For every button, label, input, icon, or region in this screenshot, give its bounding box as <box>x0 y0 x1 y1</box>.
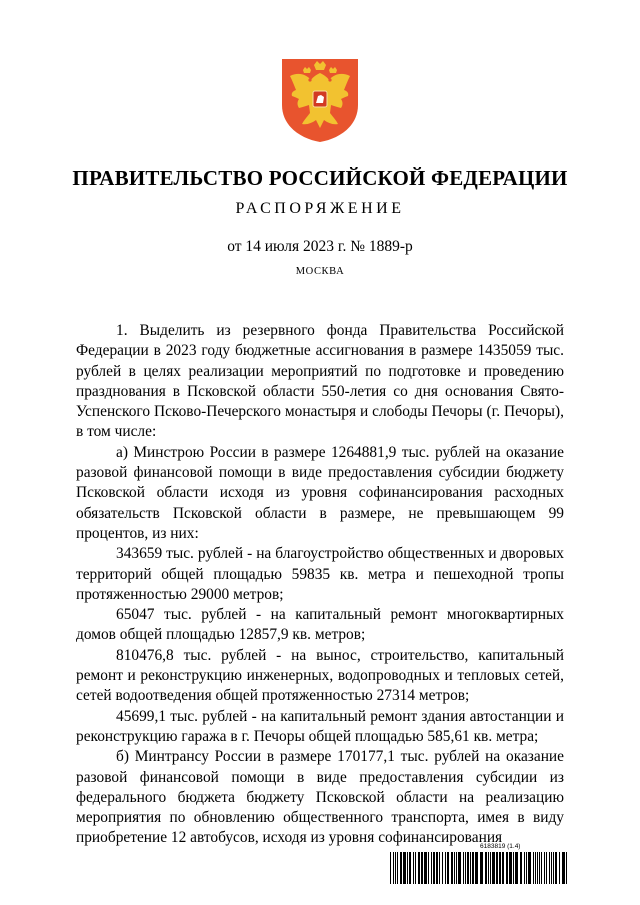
document-date-number: от 14 июля 2023 г. № 1889-р <box>227 238 413 255</box>
barcode-icon <box>390 852 568 884</box>
paragraph: 45699,1 тыс. рублей - на капитальный ремонт здания автостанции и реконструкцию гаража в г. Печоры общей площадью 585,61 кв. метра; <box>76 707 564 745</box>
paragraph: 65047 тыс. рублей - на капитальный ремонт многоквартирных домов общей площадью 12857,9 кв. метров; <box>76 606 564 644</box>
paragraph: 810476,8 тыс. рублей - на вынос, строительство, капитальный ремонт и реконструкцию инженерных, водопроводных и тепловых сетей, сетей водоотведения общей протяженностью 27314 метров; <box>76 646 564 705</box>
document-title: ПРАВИТЕЛЬСТВО РОССИЙСКОЙ ФЕДЕРАЦИИ <box>72 166 568 190</box>
paragraph: а) Минстрою России в размере 1264881,9 тыс. рублей на оказание разовой финансовой помощи в виде предоставления субсидии бюджету Псковской области исходя из уровня софинансирования расходных обязательств Псковской области в размере, не превышающем 99 процентов, из них: <box>76 443 564 542</box>
paragraph: б) Минтрансу России в размере 170177,1 тыс. рублей на оказание разовой финансовой помощи в виде предоставления субсидии из федерального бюджета бюджету Псковской области на реализацию мероприятия по обновлению общественного транспорта, имея в виду приобретение 12 автобусов, исходя из уровня софинансирования <box>76 748 564 847</box>
coat-of-arms-icon <box>280 57 360 143</box>
paragraph: 1. Выделить из резервного фонда Правительства Российской Федерации в 2023 году бюджетные ассигнования в размере 1435059 тыс. рублей в целях реализации мероприятий по подготовке и проведению празднования в Псковской области 550-летия со дня основания Свято-Успенского Псково-Печерского монастыря и слободы Печоры (г. Печоры), в том числе: <box>76 322 564 441</box>
paragraph: 343659 тыс. рублей - на благоустройство общественных и дворовых территорий общей площадью 59835 кв. метра и пешеходной тропы протяженностью 29000 метров; <box>76 545 564 603</box>
document-city: МОСКВА <box>295 266 345 277</box>
document-body <box>76 321 564 849</box>
barcode-label: 6183819 (1.4) <box>480 843 521 850</box>
document-type: РАСПОРЯЖЕНИЕ <box>235 200 405 217</box>
